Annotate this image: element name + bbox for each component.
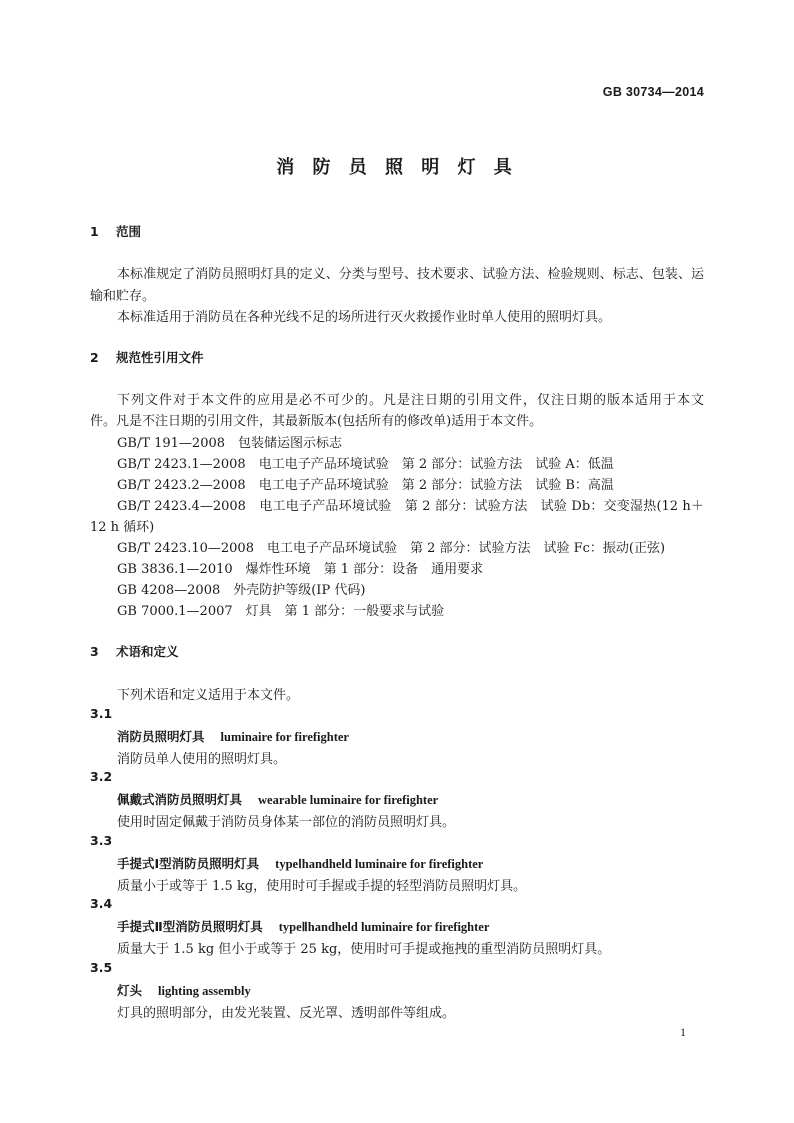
term-english: lighting assembly bbox=[158, 984, 251, 998]
section-title: 范围 bbox=[116, 224, 142, 239]
reference-item: GB/T 2423.10—2008 电工电子产品环境试验 第 2 部分：试验方法 试验 Fc：振动(正弦) bbox=[117, 541, 666, 556]
clause-number: 3.2 bbox=[90, 769, 113, 784]
section-number: 2 bbox=[90, 350, 99, 365]
term-english: wearable luminaire for firefighter bbox=[258, 793, 439, 807]
terms-intro: 下列术语和定义适用于本文件。 bbox=[117, 688, 300, 703]
term-definition: 灯具的照明部分，由发光装置、反光罩、透明部件等组成。 bbox=[117, 1006, 456, 1021]
scope-paragraph: 本标准适用于消防员在各种光线不足的场所进行灭火救援作业时单人使用的照明灯具。 bbox=[117, 310, 612, 325]
references-intro-line: 下列文件对于本文件的应用是必不可少的。凡是注日期的引用文件，仅注日期的版本适用于本文 bbox=[117, 393, 704, 408]
standard-number: GB 30734—2014 bbox=[602, 85, 704, 99]
term-definition: 使用时固定佩戴于消防员身体某一部位的消防员照明灯具。 bbox=[117, 815, 456, 830]
scope-paragraph-line: 本标准规定了消防员照明灯具的定义、分类与型号、技术要求、试验方法、检验规则、标志、包装、运 bbox=[117, 267, 704, 282]
clause-number: 3.1 bbox=[90, 706, 113, 721]
term-definition: 消防员单人使用的照明灯具。 bbox=[117, 752, 287, 767]
section-heading-scope bbox=[90, 222, 141, 240]
term-english: typeⅡhandheld luminaire for firefighter bbox=[278, 920, 490, 934]
term-definition: 质量大于 1.5 kg 但小于或等于 25 kg，使用时可手提或拖拽的重型消防员照明灯具。 bbox=[117, 942, 611, 957]
reference-item: GB/T 191—2008 包装储运图示标志 bbox=[117, 436, 343, 451]
term-entry bbox=[117, 790, 438, 808]
section-number: 3 bbox=[90, 644, 99, 659]
term-definition: 质量小于或等于 1.5 kg，使用时可手握或手提的轻型消防员照明灯具。 bbox=[117, 879, 527, 894]
reference-item: GB/T 2423.2—2008 电工电子产品环境试验 第 2 部分：试验方法 试验 B：高温 bbox=[117, 478, 614, 493]
reference-item: GB/T 2423.1—2008 电工电子产品环境试验 第 2 部分：试验方法 试验 A：低温 bbox=[117, 457, 614, 472]
term-english: luminaire for firefighter bbox=[220, 730, 349, 744]
term-entry bbox=[117, 854, 483, 872]
term-entry bbox=[117, 981, 251, 999]
term-chinese: 手提式Ⅱ型消防员照明灯具 bbox=[117, 919, 263, 934]
clause-number: 3.3 bbox=[90, 833, 113, 848]
reference-item: GB 7000.1—2007 灯具 第 1 部分：一般要求与试验 bbox=[117, 604, 445, 619]
scope-paragraph-line: 输和贮存。 bbox=[90, 289, 156, 304]
term-entry bbox=[117, 917, 489, 935]
section-heading-references bbox=[90, 348, 204, 366]
reference-item: GB 3836.1—2010 爆炸性环境 第 1 部分：设备 通用要求 bbox=[117, 562, 484, 577]
term-chinese: 灯头 bbox=[117, 983, 143, 998]
reference-item-continuation: 12 h 循环) bbox=[90, 520, 155, 535]
term-chinese: 手提式Ⅰ型消防员照明灯具 bbox=[117, 856, 260, 871]
term-chinese: 消防员照明灯具 bbox=[117, 729, 205, 744]
section-title: 术语和定义 bbox=[116, 644, 179, 659]
page-title: 消 防 员 照 明 灯 具 bbox=[276, 157, 518, 178]
term-english: typeⅠhandheld luminaire for firefighter bbox=[275, 857, 484, 871]
page-number: 1 bbox=[680, 1025, 686, 1039]
reference-item: GB 4208—2008 外壳防护等级(IP 代码) bbox=[117, 583, 366, 598]
term-chinese: 佩戴式消防员照明灯具 bbox=[117, 792, 243, 807]
section-heading-terms bbox=[90, 642, 179, 660]
references-intro-line: 件。凡是不注日期的引用文件，其最新版本(包括所有的修改单)适用于本文件。 bbox=[90, 414, 543, 429]
clause-number: 3.4 bbox=[90, 896, 113, 911]
section-number: 1 bbox=[90, 224, 99, 239]
reference-item: GB/T 2423.4—2008 电工电子产品环境试验 第 2 部分：试验方法 试验 Db：交变湿热(12 h＋ bbox=[117, 499, 704, 514]
clause-number: 3.5 bbox=[90, 960, 113, 975]
section-title: 规范性引用文件 bbox=[116, 350, 204, 365]
term-entry bbox=[117, 727, 349, 745]
